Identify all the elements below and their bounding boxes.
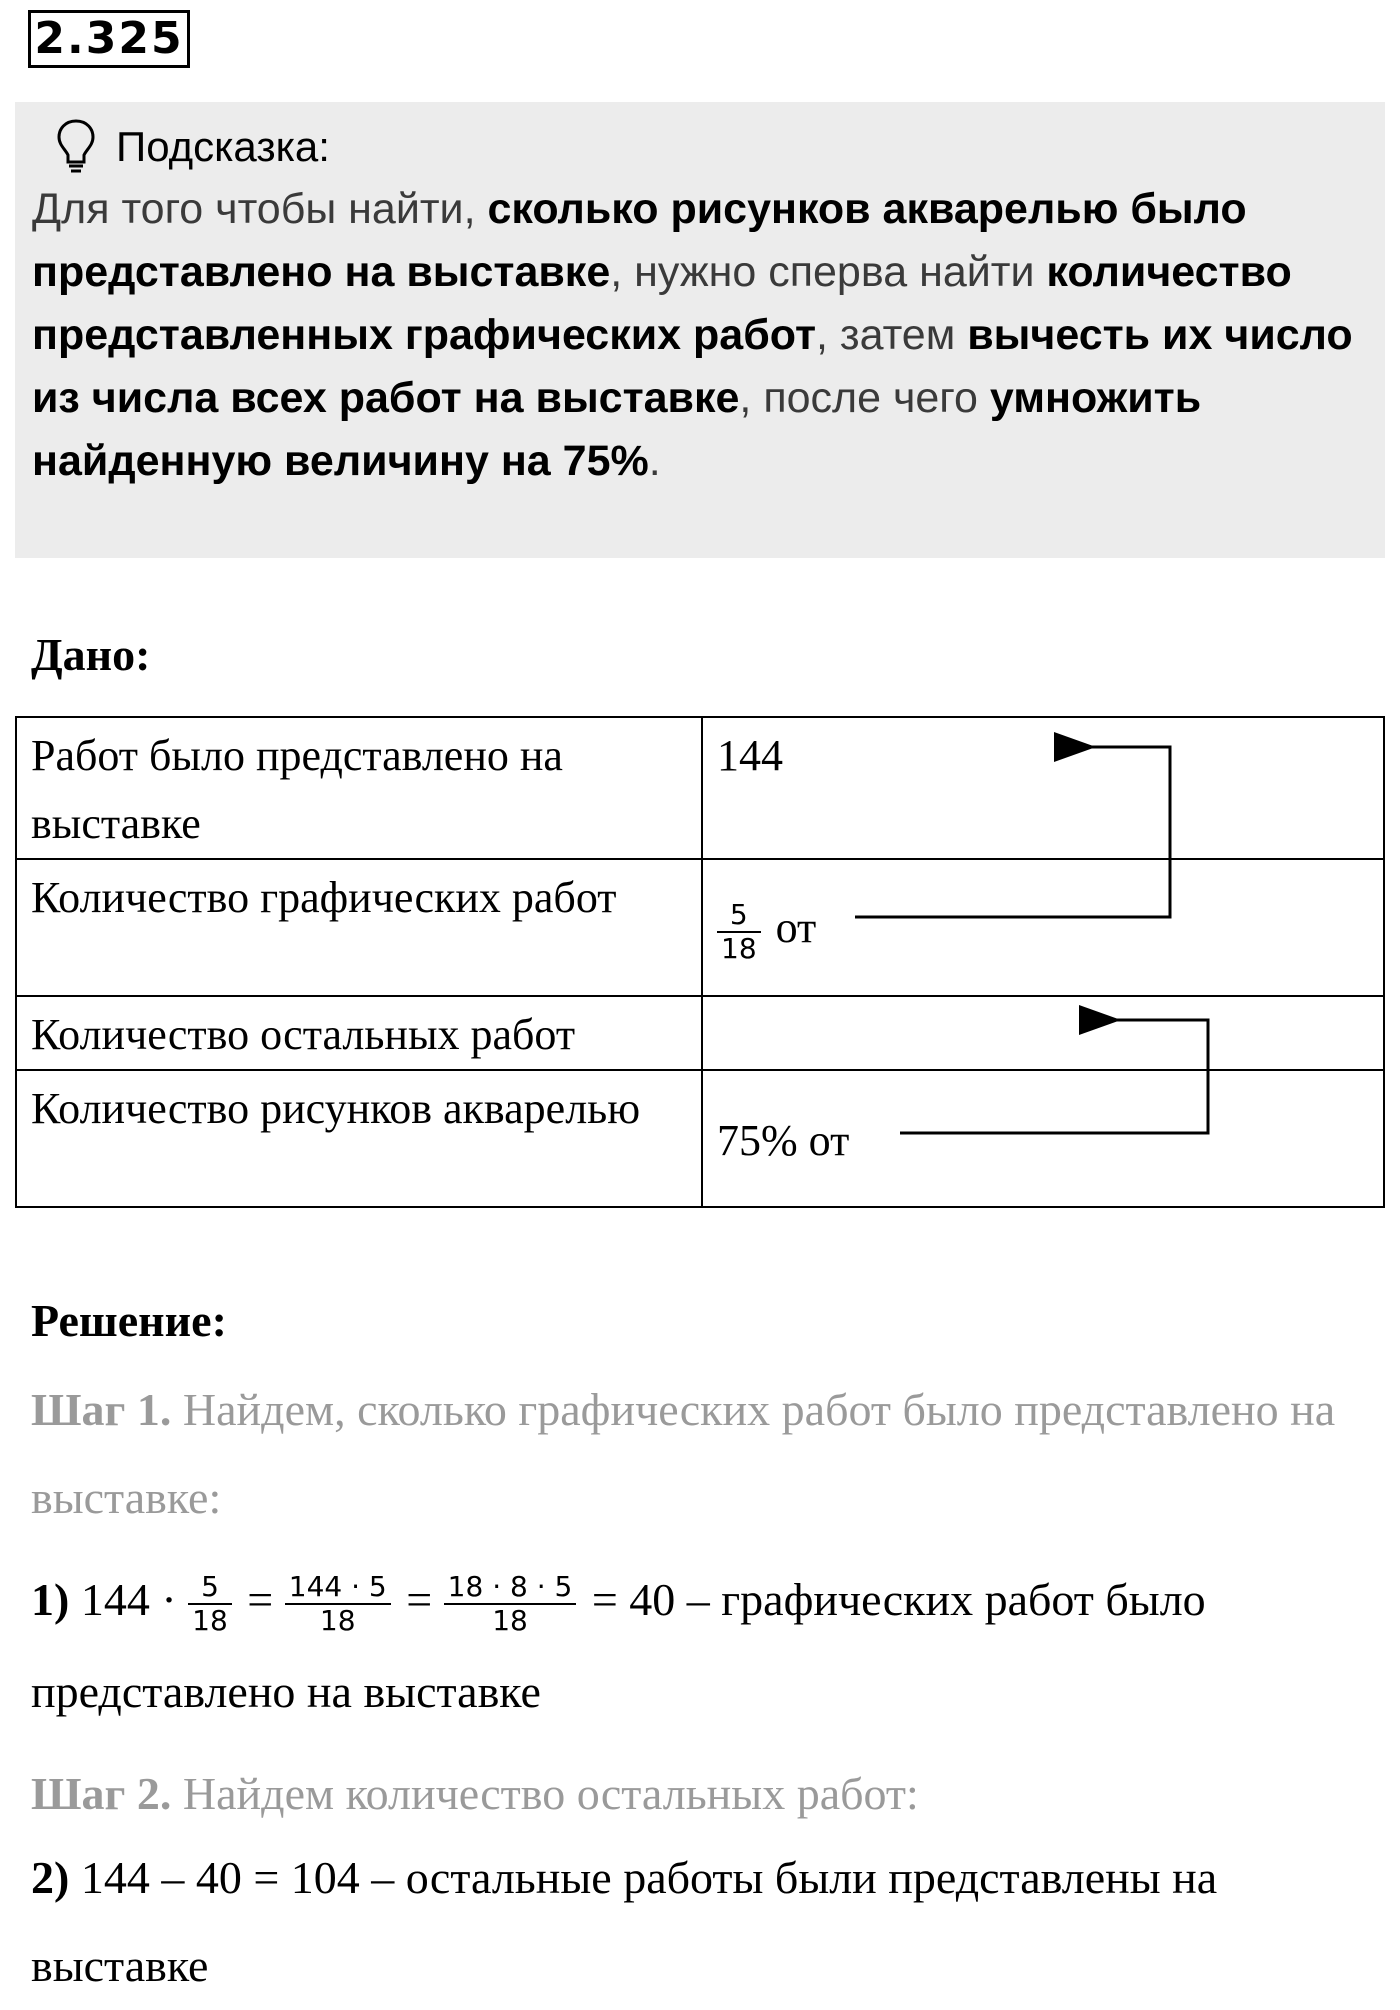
equals-sign: = <box>406 1574 433 1625</box>
problem-number: 2.325 <box>28 10 190 68</box>
fraction-numerator: 144 · 5 <box>285 1571 391 1605</box>
fraction-numerator: 18 · 8 · 5 <box>444 1571 577 1605</box>
step-1-description <box>31 1366 1381 1542</box>
given-table <box>15 716 1385 1208</box>
hint-text <box>32 178 1367 493</box>
given-title: Дано: <box>31 629 151 680</box>
given-value: 144 <box>702 717 1384 859</box>
hint-segment: , затем <box>816 311 968 359</box>
hint-segment: , нужно сперва найти <box>610 248 1047 296</box>
step-1-text: Найдем, сколько графических работ было представлено на выставке: <box>31 1384 1336 1523</box>
table-row <box>16 996 1384 1070</box>
hint-segment: , после чего <box>739 374 990 422</box>
fraction-denominator: 18 <box>319 1604 356 1638</box>
solution-line-1 <box>31 1554 1381 1738</box>
hint-segment: . <box>648 437 661 485</box>
fraction-denominator: 18 <box>192 1604 228 1638</box>
table-row <box>16 1070 1384 1207</box>
hint-segment: количество представленных графических работ <box>32 248 1292 359</box>
fraction <box>188 1571 232 1637</box>
fraction <box>285 1571 391 1637</box>
fraction <box>717 899 761 965</box>
hint-title: Подсказка: <box>116 123 330 170</box>
hint-header <box>56 116 1367 178</box>
line-1-result: = 40 – графических работ было <box>591 1574 1206 1625</box>
lightbulb-icon <box>56 118 96 176</box>
table-row <box>16 859 1384 996</box>
step-2-title: Шаг 2. <box>31 1768 172 1819</box>
fraction-denominator: 18 <box>492 1604 528 1638</box>
fraction <box>444 1571 577 1637</box>
step-1-title: Шаг 1. <box>31 1384 172 1435</box>
solution-title: Решение: <box>31 1295 227 1346</box>
hint-segment: умножить найденную величину на 75% <box>32 374 1202 485</box>
line-1-continuation: представлено на выставке <box>31 1666 541 1717</box>
line-2-continuation: выставке <box>31 1940 209 1991</box>
fraction-denominator: 18 <box>721 931 757 965</box>
hint-segment: сколько рисунков акварелью было представлено на выставке <box>32 185 1247 296</box>
hint-segment: Для того чтобы найти, <box>32 185 488 233</box>
given-value: 75% от <box>702 1070 1384 1207</box>
hint-segment: вычесть их число из числа всех работ на выставке <box>32 311 1353 422</box>
given-label: Количество графических работ <box>16 859 702 996</box>
given-label: Работ было представлено на выставке <box>16 717 702 859</box>
solution-line-2 <box>31 1834 1381 2010</box>
equals-sign: = <box>247 1574 274 1625</box>
fraction-numerator: 5 <box>188 1571 232 1605</box>
step-2-text: Найдем количество остальных работ: <box>182 1768 919 1819</box>
given-label: Количество рисунков акварелью <box>16 1070 702 1207</box>
hint-box <box>15 102 1385 558</box>
given-label: Количество остальных работ <box>16 996 702 1070</box>
given-value <box>702 996 1384 1070</box>
line-1-expr: 144 · <box>80 1574 177 1625</box>
table-row <box>16 717 1384 859</box>
fraction-numerator: 5 <box>717 899 761 933</box>
step-2-description <box>31 1750 1381 1838</box>
given-value: от <box>775 903 817 953</box>
line-2-text: 144 – 40 = 104 – остальные работы были представлены на <box>80 1852 1218 1903</box>
given-value-fraction <box>702 859 1384 996</box>
line-2-number: 2) <box>31 1852 70 1903</box>
line-1-number: 1) <box>31 1574 70 1625</box>
